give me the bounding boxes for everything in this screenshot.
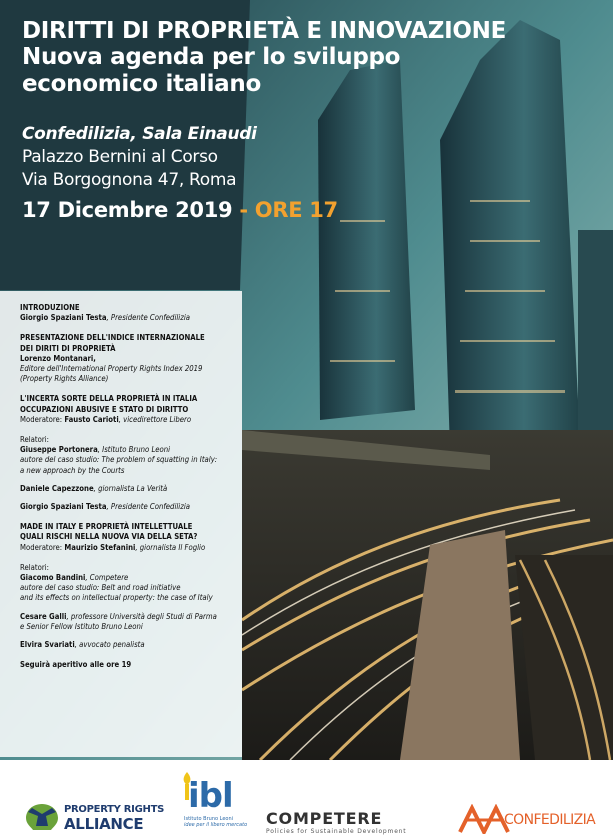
confedilizia-logo — [458, 802, 608, 836]
speaker-name: Giuseppe Portonera — [20, 445, 98, 455]
venue-address: Via Borgognona 47, Roma — [22, 170, 237, 190]
session2-speaker-1 — [20, 573, 236, 583]
confedilizia-emblem-icon — [458, 804, 510, 834]
moderator-name: Fausto Carioti — [64, 414, 119, 424]
speaker-role: , Competere — [85, 573, 129, 583]
lightbulb-icon — [22, 802, 62, 832]
speaker-name: Elvira Svariati — [20, 640, 75, 650]
property-rights-alliance-logo — [22, 802, 165, 834]
event-subtitle-line1: Nuova agenda per lo sviluppo — [22, 44, 401, 70]
moderator-role: , giornalista Il Foglio — [135, 542, 206, 552]
speaker-role: , avvocato penalista — [74, 640, 145, 650]
intro-speaker: Giorgio Spaziani Testa — [20, 313, 107, 323]
event-subtitle-line2: economico italiano — [22, 71, 261, 97]
session2-moderator — [20, 543, 236, 553]
intro-section — [20, 303, 236, 323]
speaker-name: Cesare Galli — [20, 611, 67, 621]
session1-moderator — [20, 415, 236, 425]
intro-heading: INTRODUZIONE — [20, 303, 80, 312]
presentation-role-2: (Property Rights Alliance) — [20, 374, 109, 384]
session1-heading-2: OCCUPAZIONI ABUSIVE E STATO DI DIRITTO — [20, 404, 189, 414]
moderator-name: Maurizio Stefanini — [64, 542, 136, 552]
pra-line2: ALLIANCE — [64, 815, 144, 833]
session1-speaker-3 — [20, 502, 236, 512]
closing-note: Seguirà aperitivo alle ore 19 — [20, 660, 132, 670]
session1-speaker-1-detail-2: a new approach by the Courts — [20, 465, 125, 475]
presentation-heading-2: DEI DIRITI DI PROPRIETÀ — [20, 343, 116, 353]
ibl-line1: Istituto Bruno Leoni — [184, 816, 234, 822]
session1-speaker-1-detail-1: autore del caso studio: The problem of squatting in Italy: — [20, 455, 218, 465]
session1-heading-1: L'INCERTA SORTE DELLA PROPRIETÀ IN ITALIA — [20, 394, 198, 404]
speaker-name: Daniele Capezzone — [20, 483, 94, 493]
time-text: - ORE 17 — [232, 198, 338, 222]
intro-role: , Presidente Confedilizia — [106, 313, 190, 323]
presentation-speaker: Lorenzo Montanari, — [20, 353, 96, 363]
speaker-role: , Istituto Bruno Leoni — [97, 445, 171, 455]
session2-speaker-2 — [20, 612, 236, 622]
session2-speaker-2-detail: e Senior Fellow Istituto Bruno Leoni — [20, 621, 143, 631]
presentation-role-1: Editore dell'International Property Rights Index 2019 — [20, 364, 203, 374]
session-2 — [20, 522, 236, 650]
session2-speaker-1-detail-2: and its effects on intellectual property: the case of Italy — [20, 593, 213, 603]
confedilizia-wordmark: CONFEDILIZIA — [504, 812, 596, 828]
competere-wordmark: COMPETERE — [266, 809, 383, 828]
competere-logo — [266, 810, 426, 836]
presentation-section — [20, 333, 236, 384]
date-text: 17 Dicembre 2019 — [22, 198, 233, 222]
event-title: DIRITTI DI PROPRIETÀ E INNOVAZIONE — [22, 18, 507, 44]
speaker-name: Giacomo Bandini — [20, 573, 86, 583]
session2-speaker-3 — [20, 640, 236, 650]
speaker-role: , professore Università degli Studi di Parma — [66, 611, 217, 621]
relatori-label: Relatori: — [20, 562, 49, 572]
venue-block — [22, 123, 506, 192]
event-date — [22, 198, 506, 222]
competere-tagline: Policies for Sustainable Development — [266, 828, 407, 835]
moderator-label: Moderatore: — [20, 414, 65, 424]
speaker-role: , giornalista La Verità — [93, 483, 168, 493]
program-panel — [0, 291, 242, 757]
session-1 — [20, 394, 236, 512]
session1-speaker-1 — [20, 445, 236, 455]
pra-line1: PROPERTY RIGHTS — [64, 804, 165, 815]
moderator-role: , vicedirettore Libero — [118, 414, 192, 424]
venue-name: Confedilizia, Sala Einaudi — [22, 124, 257, 144]
relatori-label: Relatori: — [20, 435, 49, 445]
session1-speaker-2 — [20, 484, 236, 494]
session2-heading-1: MADE IN ITALY E PROPRIETÀ INTELLETTUALE — [20, 522, 193, 532]
ibl-line2: idee per il libero mercato — [184, 822, 248, 828]
ibl-logo — [180, 772, 250, 836]
ibl-wordmark: ibl — [188, 776, 233, 816]
presentation-heading-1: PRESENTAZIONE DELL'INDICE INTERNAZIONALE — [20, 333, 205, 343]
speaker-role: , Presidente Confedilizia — [106, 502, 190, 512]
speaker-name: Giorgio Spaziani Testa — [20, 502, 107, 512]
session2-heading-2: QUALI RISCHI NELLA NUOVA VIA DELLA SETA? — [20, 532, 198, 542]
hero-text — [22, 18, 506, 222]
moderator-label: Moderatore: — [20, 542, 65, 552]
session2-speaker-1-detail-1: autore del caso studio: Belt and road initiative — [20, 583, 181, 593]
partner-logos-footer — [0, 760, 613, 839]
venue-building: Palazzo Bernini al Corso — [22, 147, 218, 167]
